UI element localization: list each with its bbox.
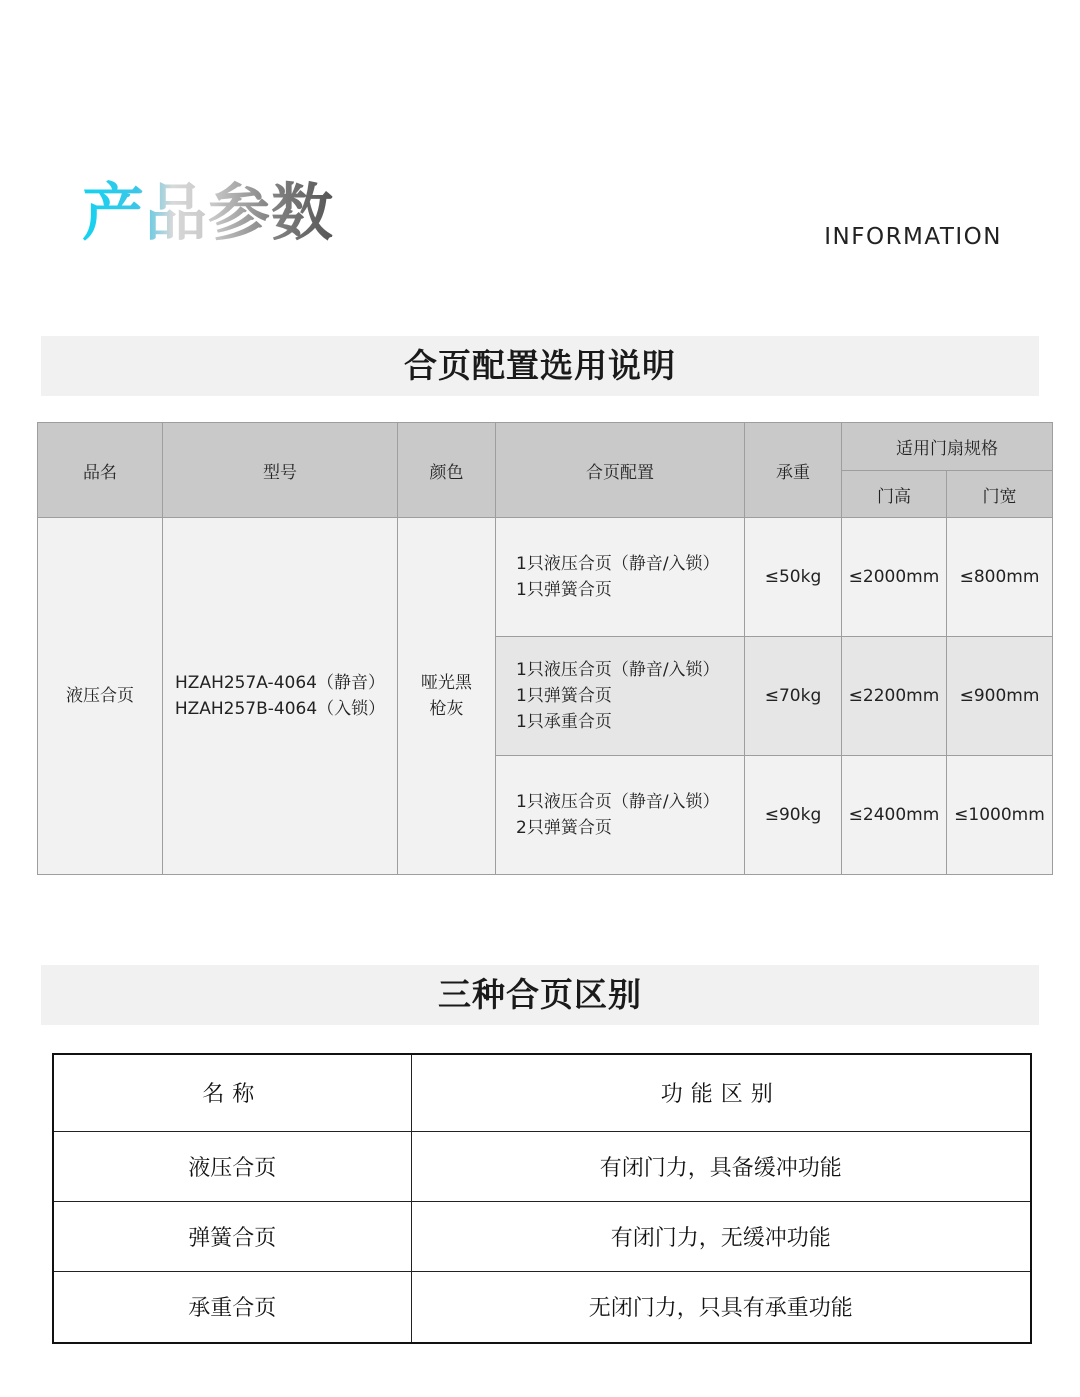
config-line: 1只液压合页（静音/入锁） — [516, 660, 720, 680]
model-line: HZAH257B-4064（入锁） — [174, 699, 386, 719]
width-cell: ≤1000mm — [947, 756, 1053, 875]
width-cell: ≤800mm — [947, 518, 1053, 637]
header-config: 合页配置 — [496, 423, 745, 518]
table-row — [53, 1201, 1031, 1271]
page-subtitle: INFORMATION — [824, 224, 1002, 250]
spec-section-title: 合页配置选用说明 — [41, 336, 1039, 396]
hinge-type-function: 无闭门力，只具有承重功能 — [411, 1271, 1031, 1343]
table-row — [53, 1271, 1031, 1343]
header-door-height: 门高 — [842, 471, 947, 518]
width-cell: ≤900mm — [947, 637, 1053, 756]
header-name: 品名 — [38, 423, 163, 518]
hinge-type-name: 弹簧合页 — [53, 1201, 411, 1271]
header-load: 承重 — [745, 423, 842, 518]
height-cell: ≤2000mm — [842, 518, 947, 637]
color-line: 枪灰 — [429, 699, 464, 719]
product-name: 液压合页 — [38, 518, 163, 875]
table-row — [53, 1131, 1031, 1201]
header-door-spec: 适用门扇规格 — [842, 423, 1053, 471]
config-line: 1只液压合页（静音/入锁） — [516, 554, 720, 574]
load-cell: ≤70kg — [745, 637, 842, 756]
config-line: 1只液压合页（静音/入锁） — [516, 792, 720, 812]
config-cell — [496, 637, 745, 756]
load-cell: ≤90kg — [745, 756, 842, 875]
hinge-diff-table — [52, 1053, 1032, 1344]
model-line: HZAH257A-4064（静音） — [175, 673, 385, 693]
config-line: 1只承重合页 — [516, 712, 612, 732]
hinge-spec-table — [37, 422, 1053, 875]
table-row — [38, 518, 1053, 637]
page-title: 产品参数 — [82, 176, 335, 249]
header-model: 型号 — [163, 423, 398, 518]
header-color: 颜色 — [398, 423, 496, 518]
config-line: 1只弹簧合页 — [516, 686, 612, 706]
diff-header-name: 名称 — [53, 1054, 411, 1131]
config-line: 1只弹簧合页 — [516, 580, 612, 600]
hinge-type-function: 有闭门力，无缓冲功能 — [411, 1201, 1031, 1271]
config-line: 2只弹簧合页 — [516, 818, 612, 838]
height-cell: ≤2400mm — [842, 756, 947, 875]
color-line: 哑光黑 — [421, 673, 472, 693]
load-cell: ≤50kg — [745, 518, 842, 637]
diff-section-title: 三种合页区别 — [41, 965, 1039, 1025]
hinge-type-name: 承重合页 — [53, 1271, 411, 1343]
hinge-type-name: 液压合页 — [53, 1131, 411, 1201]
hinge-type-function: 有闭门力，具备缓冲功能 — [411, 1131, 1031, 1201]
config-cell — [496, 756, 745, 875]
height-cell: ≤2200mm — [842, 637, 947, 756]
product-color — [398, 518, 496, 875]
diff-header-function: 功能区别 — [411, 1054, 1031, 1131]
product-model — [163, 518, 398, 875]
header-door-width: 门宽 — [947, 471, 1053, 518]
config-cell — [496, 518, 745, 637]
